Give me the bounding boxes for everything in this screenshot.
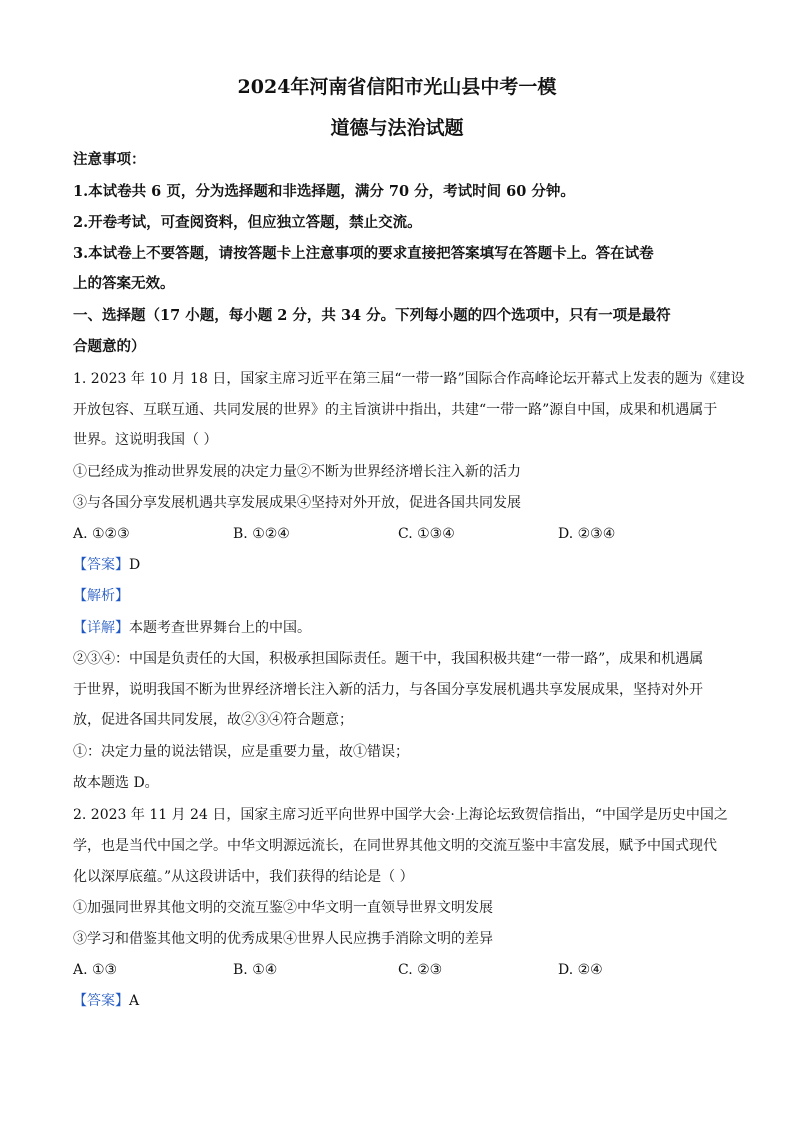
q1-option-d: D. ②③④ — [558, 526, 616, 542]
q1-option-a: A. ①②③ — [73, 526, 130, 542]
q1-option-b: B. ①②④ — [233, 526, 290, 542]
notice-item-1: 1.本试卷共 6 页，分为选择题和非选择题，满分 70 分，考试时间 60 分钟。 — [73, 183, 575, 200]
q2-statement-line-1: ①加强同世界其他文明的交流互鉴②中华文明一直领导世界文明发展 — [73, 900, 493, 916]
q1-conclusion: 故本题选 D。 — [73, 775, 159, 791]
q1-statement-line-1: ①已经成为推动世界发展的决定力量②不断为世界经济增长注入新的活力 — [73, 464, 521, 480]
q2-stem-line-3: 化以深厚底蕴。”从这段讲话中，我们获得的结论是（ ） — [73, 869, 414, 885]
q1-answer-value: D — [129, 557, 141, 573]
q1-statement-line-2: ③与各国分享发展机遇共享发展成果④坚持对外开放，促进各国共同发展 — [73, 495, 521, 511]
q1-analysis — [73, 586, 733, 606]
q2-answer-value: A — [129, 993, 140, 1009]
q2-option-b: B. ①④ — [233, 962, 278, 978]
q2-answer — [73, 991, 733, 1011]
q2-option-a: A. ①③ — [73, 962, 118, 978]
q1-explain-line-2: 于世界，说明我国不断为世界经济增长注入新的活力，与各国分享发展机遇共享发展成果，坚持对外开 — [73, 682, 703, 698]
q1-detail-tag: 【详解】 — [73, 620, 129, 636]
q1-explain-line-1: ②③④：中国是负责任的大国，积极承担国际责任。题干中，我国积极共建“一带一路”，成果和机遇属 — [73, 651, 704, 667]
q1-option-c: C. ①③④ — [398, 526, 455, 542]
section-heading-line-2: 合题意的） — [73, 338, 146, 355]
q2-option-c: C. ②③ — [398, 962, 443, 978]
q1-explain-line-3: 放，促进各国共同发展，故②③④符合题意； — [73, 712, 353, 728]
notice-item-3-line-2: 上的答案无效。 — [73, 275, 175, 292]
notice-heading: 注意事项： — [73, 151, 146, 168]
q1-stem-line-3: 世界。这说明我国（ ） — [73, 432, 218, 448]
q2-option-d: D. ②④ — [558, 962, 603, 978]
q1-answer-tag: 【答案】 — [73, 557, 129, 573]
section-heading-line-1: 一、选择题（17 小题，每小题 2 分，共 34 分。下列每小题的四个选项中，只有一项是最符 — [73, 307, 671, 324]
q2-stem-line-2: 学，也是当代中国之学。中华文明源远流长，在同世界其他文明的交流互鉴中丰富发展，赋予中国式现代 — [73, 838, 717, 854]
q2-answer-tag: 【答案】 — [73, 993, 129, 1009]
notice-item-3-line-1: 3.本试卷上不要答题，请按答题卡上注意事项的要求直接把答案填写在答题卡上。答在试卷 — [73, 245, 654, 262]
exam-title: 2024年河南省信阳市光山县中考一模 — [237, 76, 557, 98]
q1-analysis-tag: 【解析】 — [73, 588, 129, 604]
q1-stem-line-1: 1. 2023 年 10 月 18 日，国家主席习近平在第三届“一带一路”国际合作高峰论坛开幕式上发表的题为《建设 — [73, 371, 745, 387]
q1-detail-text: 本题考查世界舞台上的中国。 — [129, 620, 311, 636]
q1-detail — [73, 618, 733, 638]
q1-explain-line-4: ①：决定力量的说法错误，应是重要力量，故①错误； — [73, 744, 409, 760]
exam-subject-title: 道德与法治试题 — [330, 117, 464, 139]
q2-statement-line-2: ③学习和借鉴其他文明的优秀成果④世界人民应携手消除文明的差异 — [73, 931, 493, 947]
q2-stem-line-1: 2. 2023 年 11 月 24 日，国家主席习近平向世界中国学大会·上海论坛致贺信指出，“中国学是历史中国之 — [73, 807, 728, 823]
q1-answer — [73, 555, 733, 575]
notice-item-2: 2.开卷考试，可查阅资料，但应独立答题，禁止交流。 — [73, 214, 422, 231]
q1-stem-line-2: 开放包容、互联互通、共同发展的世界》的主旨演讲中指出，共建“一带一路”源自中国，成果和机遇属于 — [73, 402, 718, 418]
